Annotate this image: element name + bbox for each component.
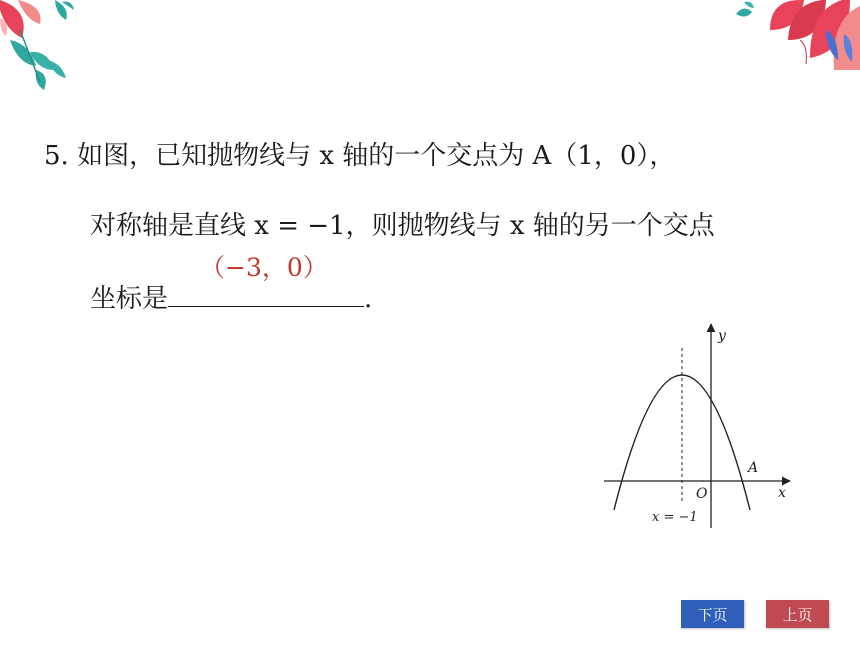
leaf-icon: [0, 0, 74, 90]
x-axis-label: x: [778, 485, 786, 501]
question-period: .: [364, 284, 373, 314]
symmetry-axis-label: x = −1: [652, 510, 698, 525]
floral-decoration-left: [0, 0, 90, 95]
question-text-line-2: 对称轴是直线 x = −1，则抛物线与 x 轴的另一个交点: [90, 211, 715, 241]
question-line-1: [44, 136, 675, 176]
question-number: 5.: [44, 141, 69, 171]
answer-blank: [168, 253, 364, 307]
flower-icon: [736, 0, 860, 70]
point-a-label: A: [748, 460, 759, 476]
question-text-line-3: 坐标是: [90, 284, 169, 314]
origin-label: O: [696, 486, 708, 502]
parabola-curve: [614, 375, 750, 510]
y-axis-label: y: [718, 328, 726, 344]
answer-text: （−3，0）: [200, 253, 328, 282]
previous-page-button[interactable]: 上页: [766, 600, 829, 628]
floral-decoration-right: [730, 0, 860, 70]
next-page-button[interactable]: 下页: [681, 600, 744, 628]
question-line-3: [90, 253, 373, 319]
question-text-line-1: 如图，已知抛物线与 x 轴的一个交点为 A（1，0），: [77, 141, 676, 171]
parabola-figure: [600, 320, 800, 535]
